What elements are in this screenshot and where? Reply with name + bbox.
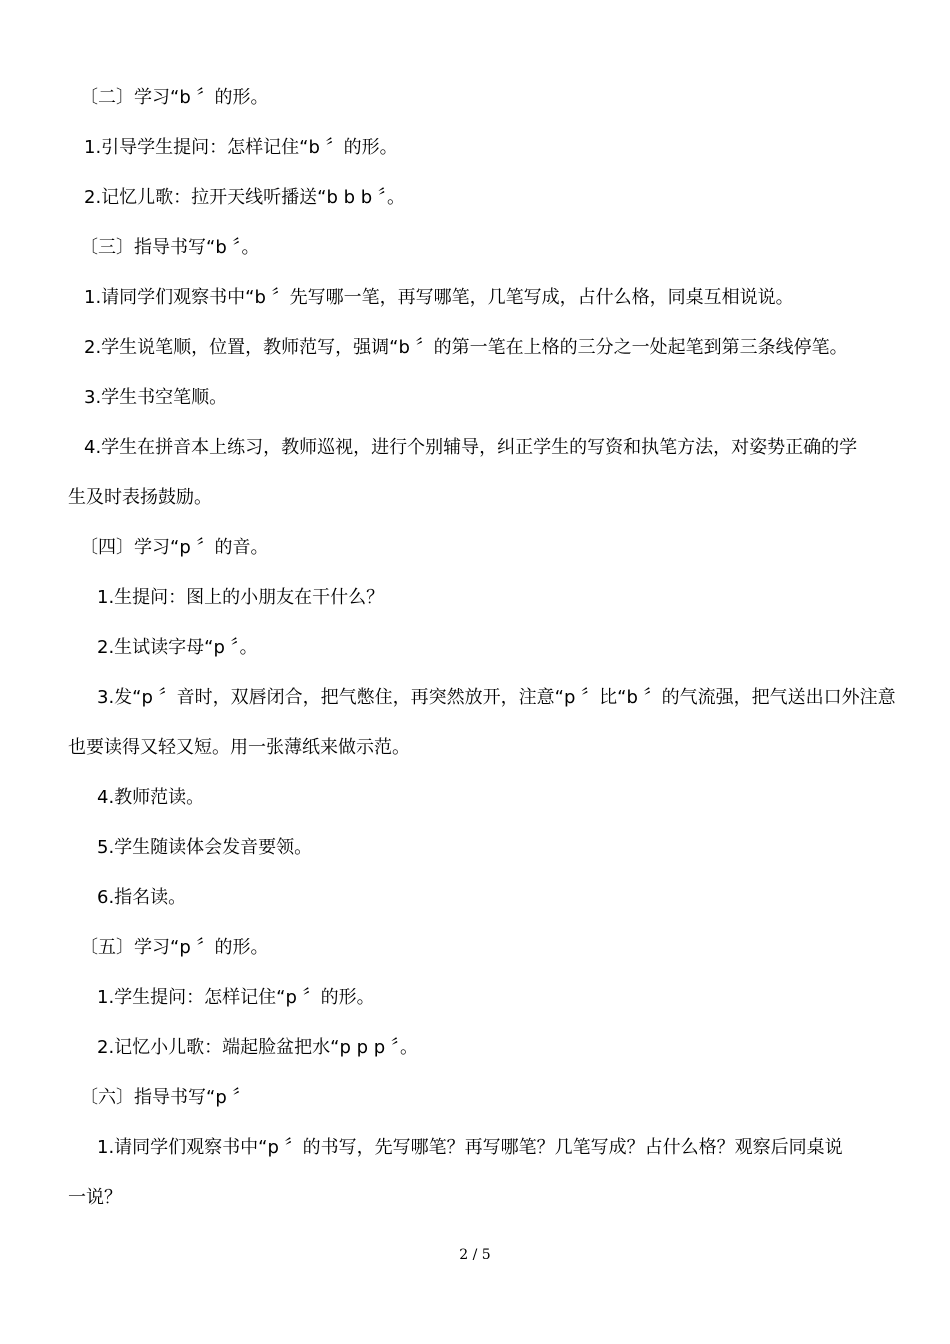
paragraph-line-continued: 一说？ (68, 1187, 122, 1208)
paragraph-line-continued: 也要读得又轻又短。用一张薄纸来做示范。 (68, 737, 410, 758)
section-heading-5: 〔五〕学习“p 〞的形。 (80, 937, 269, 958)
paragraph-line: 1.引导学生提问：怎样记住“b 〞的形。 (84, 137, 398, 158)
section-heading-2: 〔二〕学习“b 〞的形。 (80, 87, 269, 108)
paragraph-line: 4.学生在拼音本上练习，教师巡视，进行个别辅导，纠正学生的写资和执笔方法，对姿势正确的学 (84, 437, 858, 458)
paragraph-line: 1.生提问：图上的小朋友在干什么？ (97, 587, 385, 608)
paragraph-line-continued: 生及时表扬鼓励。 (68, 487, 212, 508)
paragraph-line: 2.记忆小儿歌：端起脸盆把水“p p p 〞。 (97, 1037, 418, 1058)
section-heading-6: 〔六〕指导书写“p 〞 (80, 1087, 251, 1108)
paragraph-line: 6.指名读。 (97, 887, 187, 908)
paragraph-line: 2.学生说笔顺，位置，教师范写，强调“b 〞的第一笔在上格的三分之一处起笔到第三条线停笔。 (84, 337, 848, 358)
paragraph-line: 2.记忆儿歌：拉开天线听播送“b b b 〞。 (84, 187, 405, 208)
paragraph-line: 1.请同学们观察书中“p 〞的书写，先写哪笔？再写哪笔？几笔写成？占什么格？观察后同桌说 (97, 1137, 843, 1158)
paragraph-line: 4.教师范读。 (97, 787, 205, 808)
page-number: 2 / 5 (459, 1247, 491, 1263)
paragraph-line: 3.学生书空笔顺。 (84, 387, 228, 408)
paragraph-line: 2.生试读字母“p 〞。 (97, 637, 258, 658)
section-heading-3: 〔三〕指导书写“b 〞。 (80, 237, 260, 258)
section-heading-4: 〔四〕学习“p 〞的音。 (80, 537, 269, 558)
paragraph-line: 1.学生提问：怎样记住“p 〞的形。 (97, 987, 375, 1008)
paragraph-line: 3.发“p 〞音时，双唇闭合，把气憋住，再突然放开，注意“p 〞比“b 〞的气流强，把气送出口外注意 (97, 687, 896, 708)
paragraph-line: 5.学生随读体会发音要领。 (97, 837, 313, 858)
paragraph-line: 1.请同学们观察书中“b 〞先写哪一笔，再写哪笔，几笔写成，占什么格，同桌互相说说。 (84, 287, 794, 308)
